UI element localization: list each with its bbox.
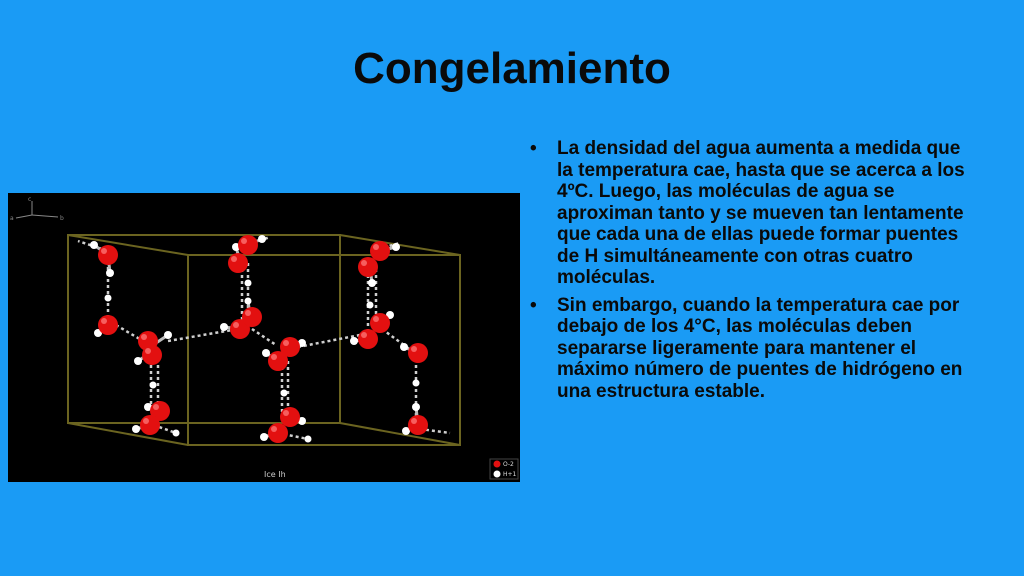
atom-legend	[490, 459, 518, 479]
bullet-item	[528, 138, 978, 289]
bullet-text: Sin embargo, cuando la temperatura cae por debajo de los 4°C, las moléculas deben separarse ligeramente para mantener el máximo número de puentes de hidrógeno en una estructura estable.	[557, 294, 963, 402]
axis-label-a: a	[10, 215, 14, 222]
oxygen-atoms	[98, 235, 428, 443]
figure-caption: Ice Ih	[264, 470, 286, 479]
legend-hydrogen-swatch	[494, 471, 501, 478]
legend-oxygen-swatch	[494, 461, 501, 468]
unit-cell-edges	[68, 235, 460, 445]
slide-title: Congelamiento	[353, 44, 671, 93]
bullet-marker: •	[530, 138, 537, 159]
legend-oxygen-label: O-2	[503, 461, 514, 468]
hydrogen-bonds	[78, 237, 450, 439]
bullet-item	[528, 295, 978, 403]
axis-label-c: c	[28, 196, 32, 203]
ice-lattice-diagram	[8, 193, 520, 482]
axis-label-b: b	[60, 215, 64, 222]
bullet-list	[528, 138, 978, 408]
bullet-text: La densidad del agua aumenta a medida que la temperatura cae, hasta que se acerca a los 4ºC. Luego, las moléculas de agua se aproximan tanto y se mueven tan lentamente que cada una de ellas puede formar puentes de H simultáneamente con otras cuatro moléculas.	[557, 138, 965, 288]
bullet-marker: •	[530, 294, 537, 316]
legend-hydrogen-label: H+1	[503, 471, 517, 478]
axis-indicator	[10, 196, 64, 222]
ice-lattice-figure	[8, 193, 520, 482]
